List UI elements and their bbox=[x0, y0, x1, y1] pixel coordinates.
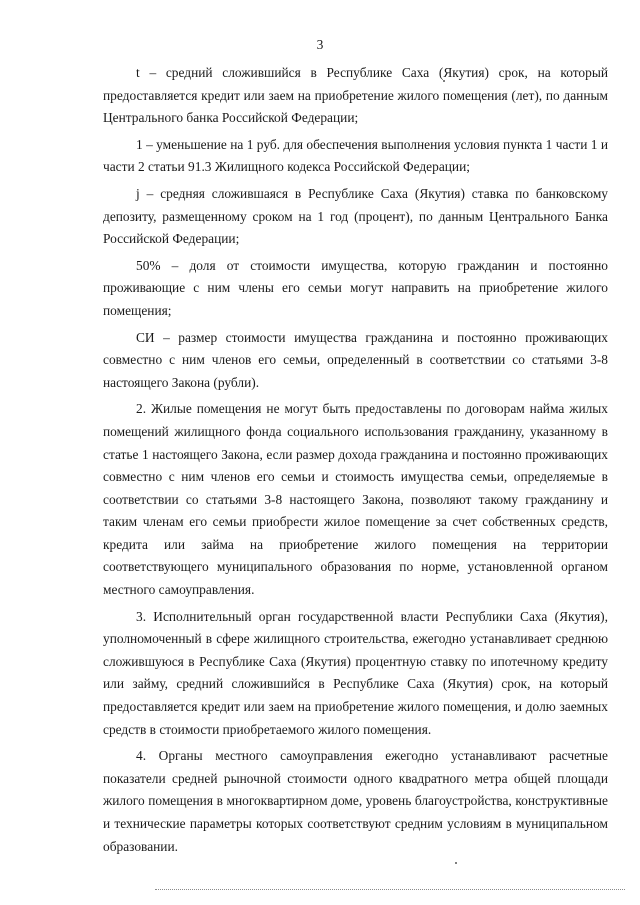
paragraph-definition-1: 1 – уменьшение на 1 руб. для обеспечения выполнения условия пункта 1 части 1 и части 2 статьи 91.3 Жилищного кодекса Российской Федерации; bbox=[103, 136, 608, 175]
paragraph-definition-t: t – средний сложившийся в Республике Саха (Якутия) срок, на который предоставляется кредит или заем на приобретение жилого помещения (лет), по данным Центрального банка Российской Федерации; bbox=[103, 65, 608, 126]
scan-bottom-edge bbox=[155, 889, 625, 890]
scan-speck bbox=[443, 80, 445, 82]
scan-speck bbox=[455, 862, 457, 864]
paragraph-definition-50-percent: 50% – доля от стоимости имущества, которую гражданин и постоянно проживающие с ним члены его семьи могут направить на приобретение жилого помещения; bbox=[103, 257, 608, 318]
document-body bbox=[103, 62, 608, 858]
paragraph-clause-2: 2. Жилые помещения не могут быть предоставлены по договорам найма жилых помещений жилищного фонда социального использования гражданину, указанному в статье 1 настоящего Закона, если размер дохода гражданина и постоянно проживающих совместно с ним членов его семьи и стоимость имущества семьи, определяемые в соответствии со статьями 3-8 настоящего Закона, позволяют такому гражданину и таким членам его семьи приобрести жилое помещение за счет собственных средств, кредита или займа на приобретение жилого помещения на территории соответствующего муниципального образования по норме, установленной органом местного самоуправления. bbox=[103, 401, 608, 598]
paragraph-clause-3: 3. Исполнительный орган государственной власти Республики Саха (Якутия), уполномоченный в сфере жилищного строительства, ежегодно устанавливает среднюю сложившуюся в Республике Саха (Якутия) процентную ставку по ипотечному кредиту или займу, средний сложившийся в Республике Саха (Якутия) срок, на который предоставляется кредит или заем на приобретение жилого помещения, и долю заемных средств в стоимости приобретаемого жилого помещения. bbox=[103, 608, 608, 737]
paragraph-clause-4: 4. Органы местного самоуправления ежегодно устанавливают расчетные показатели средней рыночной стоимости одного квадратного метра общей площади жилого помещения в многоквартирном доме, уровень благоустройства, конструктивные и технические параметры которых соответствуют средним условиям в муниципальном образовании. bbox=[103, 748, 608, 854]
page-number: 3 bbox=[316, 37, 324, 52]
paragraph-definition-si: СИ – размер стоимости имущества гражданина и постоянно проживающих совместно с ним членов его семьи, определенный в соответствии со статьями 3-8 настоящего Закона (рубли). bbox=[103, 329, 608, 390]
paragraph-definition-j: j – средняя сложившаяся в Республике Саха (Якутия) ставка по банковскому депозиту, размещенному сроком на 1 год (процент), по данным Центрального Банка Российской Федерации; bbox=[103, 185, 608, 247]
